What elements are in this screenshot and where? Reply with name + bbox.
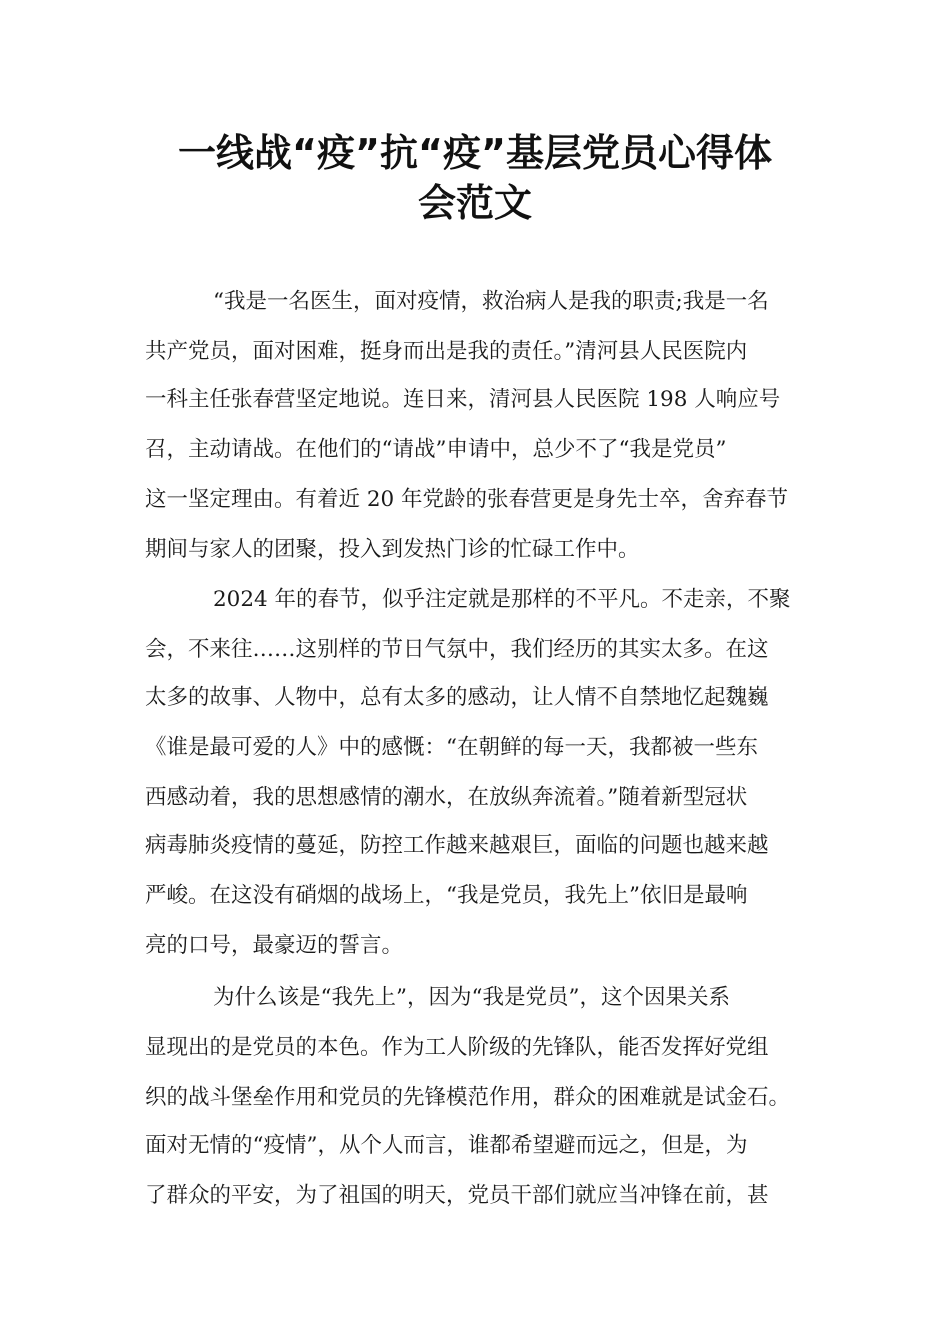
paragraph-line: 2024 年的春节，似乎注定就是那样的不平凡。不走亲，不聚 [213, 587, 791, 612]
paragraph-line: 《谁是最可爱的人》中的感慨：“在朝鲜的每一天，我都被一些东 [145, 735, 758, 760]
document-title [120, 128, 830, 228]
paragraph-line: 亮的口号，最豪迈的誓言。 [145, 933, 404, 958]
paragraph-line: 严峻。在这没有硝烟的战场上，“我是党员，我先上”依旧是最响 [145, 883, 748, 908]
paragraph-line: 会，不来往……这别样的节日气氛中，我们经历的其实太多。在这 [145, 637, 769, 662]
title-line-1: 一线战“疫”抗“疫”基层党员心得体 [178, 131, 772, 175]
paragraph-line: 病毒肺炎疫情的蔓延，防控工作越来越艰巨，面临的问题也越来越 [145, 833, 769, 858]
paragraph-line: “我是一名医生，面对疫情，救治病人是我的职责;我是一名 [213, 289, 769, 314]
paragraph-line: 织的战斗堡垒作用和党员的先锋模范作用，群众的困难就是试金石。 [145, 1085, 791, 1110]
paragraph-line: 面对无情的“疫情”，从个人而言，谁都希望避而远之，但是，为 [145, 1133, 748, 1158]
paragraph-line: 为什么该是“我先上”，因为“我是党员”，这个因果关系 [213, 985, 730, 1010]
paragraph-line: 太多的故事、人物中，总有太多的感动，让人情不自禁地忆起魏巍 [145, 685, 769, 710]
paragraph-line: 召，主动请战。在他们的“请战”申请中，总少不了“我是党员” [145, 437, 727, 462]
paragraph-line: 西感动着，我的思想感情的潮水，在放纵奔流着。”随着新型冠状 [145, 785, 748, 810]
title-line-2: 会范文 [417, 181, 532, 225]
paragraph-line: 了群众的平安，为了祖国的明天，党员干部们就应当冲锋在前，甚 [145, 1183, 769, 1208]
paragraph-line: 这一坚定理由。有着近 20 年党龄的张春营更是身先士卒，舍弃春节 [145, 487, 789, 512]
paragraph-line: 共产党员，面对困难，挺身而出是我的责任。”清河县人民医院内 [145, 339, 748, 364]
paragraph-line: 显现出的是党员的本色。作为工人阶级的先锋队，能否发挥好党组 [145, 1035, 769, 1060]
paragraph-line: 期间与家人的团聚，投入到发热门诊的忙碌工作中。 [145, 537, 640, 562]
paragraph-line: 一科主任张春营坚定地说。连日来，清河县人民医院 198 人响应号 [145, 387, 781, 412]
